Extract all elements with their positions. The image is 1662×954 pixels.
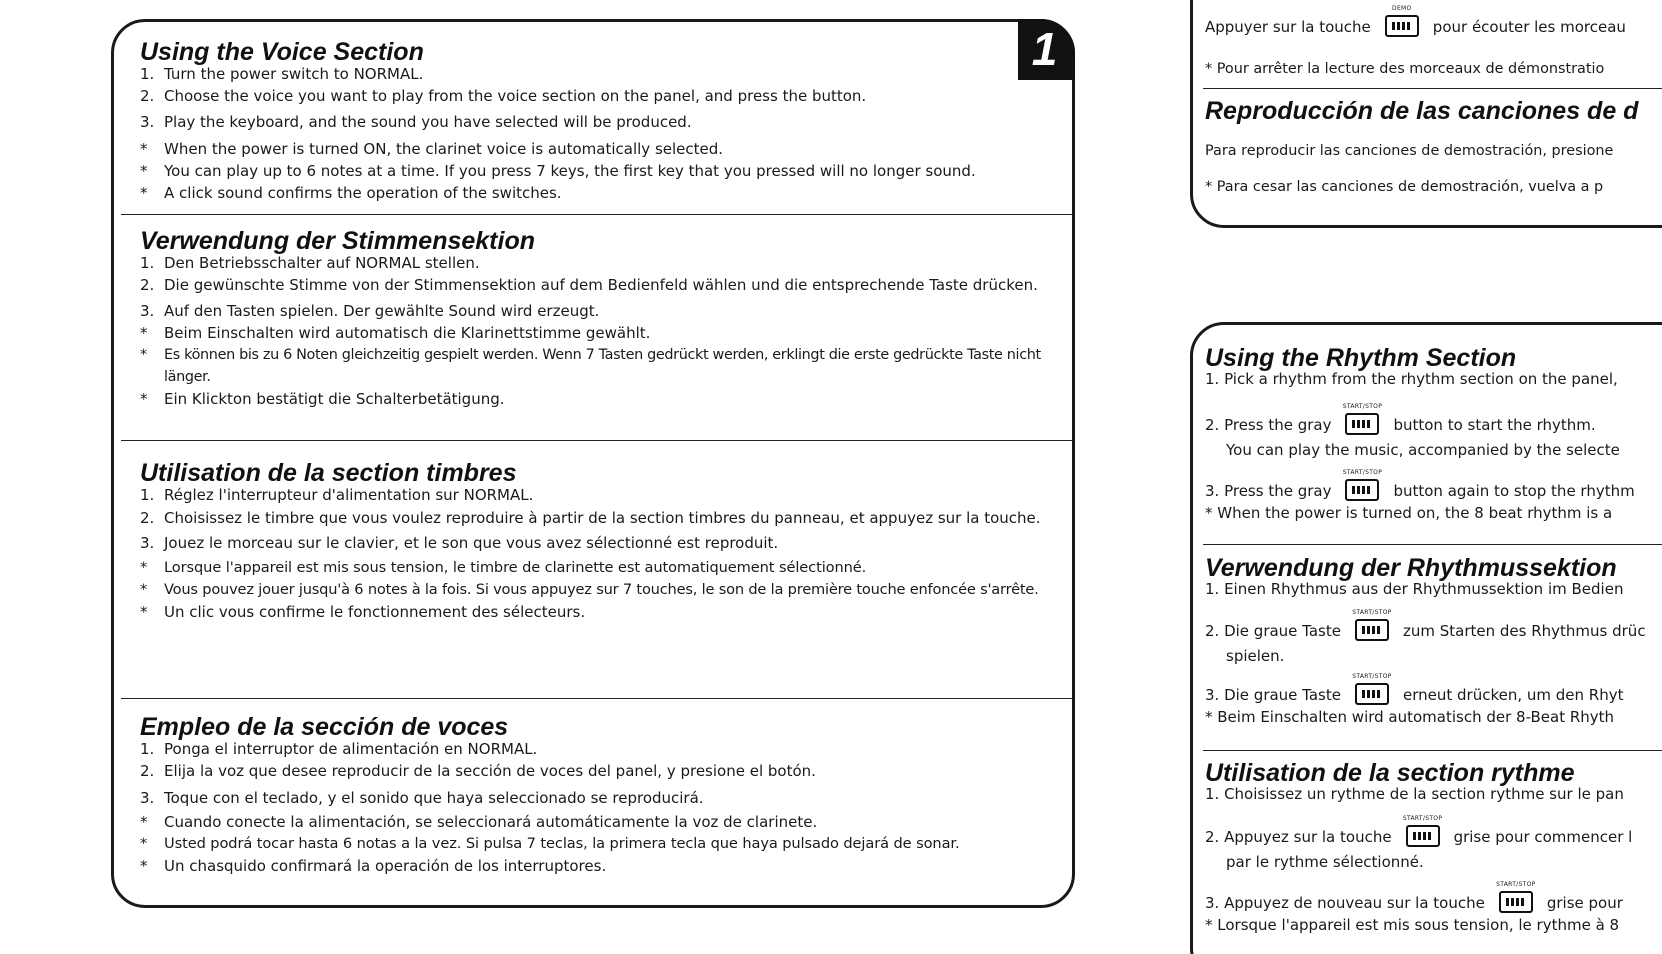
start-stop-key-icon: START/STOP [1345,413,1379,435]
list-item: 1. Den Betriebsschalter auf NORMAL stellen. [140,254,480,272]
rhythm-french [1205,758,1662,936]
section-spanish [124,712,1064,877]
list-item: 3. Toque con el teclado, y el sonido que haya seleccionado se reproducirá. [140,789,704,807]
list-item: 1. Pick a rhythm from the rhythm section on the panel, [1205,370,1618,388]
list-item: * Lorsque l'appareil est mis sous tension, le rythme à 8 [1205,916,1620,934]
section-title: Using the Rhythm Section [1205,344,1517,372]
list-item: 3. Appuyez de nouveau sur la touche START/STOP grise pour [1205,881,1623,912]
list-item: 3. Die graue Taste START/STOP erneut drücken, um den Rhyt [1205,673,1624,704]
demo-spanish [1205,96,1662,198]
list-item: 2. Choisissez le timbre que vous voulez reproduire à partir de la section timbres du panneau, et appuyez sur la touche. [140,509,1041,527]
start-stop-key-icon: START/STOP [1499,891,1533,913]
list-item: spielen. [1226,647,1285,665]
section-german [124,226,1064,410]
list-item: * Un clic vous confirme le fonctionnement des sélecteurs. [140,603,586,621]
demo-french-line [1205,5,1662,38]
list-item: * When the power is turned on, the 8 beat rhythm is a [1205,504,1613,522]
start-stop-key-icon: START/STOP [1406,825,1440,847]
list-item: 1. Einen Rhythmus aus der Rhythmussektion im Bedien [1205,580,1624,598]
list-item: 3. Play the keyboard, and the sound you have selected will be produced. [140,113,692,131]
list-item: 2. Elija la voz que desee reproducir de la sección de voces del panel, y presione el botón. [140,762,816,780]
list-item: * When the power is turned ON, the clarinet voice is automatically selected. [140,140,724,158]
start-stop-key-icon: START/STOP [1345,479,1379,501]
list-item: 2. Choose the voice you want to play from the voice section on the panel, and press the button. [140,87,867,105]
list-item: * Beim Einschalten wird automatisch der 8-Beat Rhyth [1205,708,1615,726]
list-item: 1. Réglez l'interrupteur d'alimentation sur NORMAL. [140,486,534,504]
list-item: 3. Jouez le morceau sur le clavier, et le son que vous avez sélectionné est reproduit. [140,534,779,552]
list-item: * Vous pouvez jouer jusqu'à 6 notes à la fois. Si vous appuyez sur 7 touches, le son de la première touche enfoncée s'arrête. [140,581,1039,598]
list-item: * A click sound confirms the operation of the switches. [140,184,562,202]
start-stop-key-icon: START/STOP [1355,619,1389,641]
section-title: Utilisation de la section rythme [1205,759,1575,787]
page-number-badge: 1 [1018,19,1075,80]
list-item: * Un chasquido confirmará la operación de los interruptores. [140,857,607,875]
section-divider [121,440,1073,441]
section-title: Using the Voice Section [140,38,424,66]
rhythm-german [1205,553,1662,728]
list-item: 2. Appuyez sur la touche START/STOP grise pour commencer l [1205,815,1633,846]
section-title: Verwendung der Stimmensektion [140,227,535,255]
list-item: 2. Press the gray START/STOP button to start the rhythm. [1205,403,1596,434]
list-item: * Para cesar las canciones de demostración, vuelva a p [1205,179,1604,195]
section-divider [121,698,1073,699]
list-item: 3. Auf den Tasten spielen. Der gewählte Sound wird erzeugt. [140,302,600,320]
list-item: 1. Choisissez un rythme de la section rythme sur le pan [1205,785,1624,803]
section-title: Reproducción de las canciones de d [1205,97,1639,125]
list-item: Para reproducir las canciones de demostración, presione [1205,143,1614,159]
list-item: * Lorsque l'appareil est mis sous tension, le timbre de clarinette est automatiquement sélectionné. [140,559,867,576]
list-item: Appuyer sur la touche DEMO pour écouter les morceau [1205,5,1626,36]
list-item: * Beim Einschalten wird automatisch die Klarinettstimme gewählt. [140,324,651,342]
list-item: * Es können bis zu 6 Noten gleichzeitig gespielt werden. Wenn 7 Tasten gedrückt werden, erklingt die erste gedrückte Taste nicht länger. [140,347,1041,385]
list-item: * Cuando conecte la alimentación, se seleccionará automáticamente la voz de clarinete. [140,813,818,831]
section-french [124,458,1064,623]
list-item: par le rythme sélectionné. [1226,853,1424,871]
list-item: 3. Press the gray START/STOP button again to stop the rhythm [1205,469,1635,500]
list-item: * Ein Klickton bestätigt die Schalterbetätigung. [140,390,505,408]
list-item: * You can play up to 6 notes at a time. If you press 7 keys, the first key that you pressed will no longer sound. [140,162,976,180]
section-divider [1203,750,1662,751]
demo-key-icon: DEMO [1385,15,1419,37]
section-title: Verwendung der Rhythmussektion [1205,554,1617,582]
list-item: 1. Turn the power switch to NORMAL. [140,65,424,83]
section-divider [1203,88,1662,89]
list-item: You can play the music, accompanied by the selecte [1226,441,1620,459]
rhythm-english [1205,343,1662,524]
list-item: 1. Ponga el interruptor de alimentación en NORMAL. [140,740,538,758]
section-english [124,37,1064,204]
list-item: 2. Die gewünschte Stimme von der Stimmensektion auf dem Bedienfeld wählen und die entsprechende Taste drücken. [140,276,1038,294]
section-title: Empleo de la sección de voces [140,713,509,741]
list-item: 2. Die graue Taste START/STOP zum Starten des Rhythmus drüc [1205,609,1646,640]
list-item: * Usted podrá tocar hasta 6 notas a la vez. Si pulsa 7 teclas, la primera tecla que haya pulsado dejará de sonar. [140,835,960,852]
demo-french-note: * Pour arrêter la lecture des morceaux de démonstratio [1205,61,1605,77]
start-stop-key-icon: START/STOP [1355,683,1389,705]
section-title: Utilisation de la section timbres [140,459,517,487]
section-divider [1203,544,1662,545]
section-divider [121,214,1073,215]
